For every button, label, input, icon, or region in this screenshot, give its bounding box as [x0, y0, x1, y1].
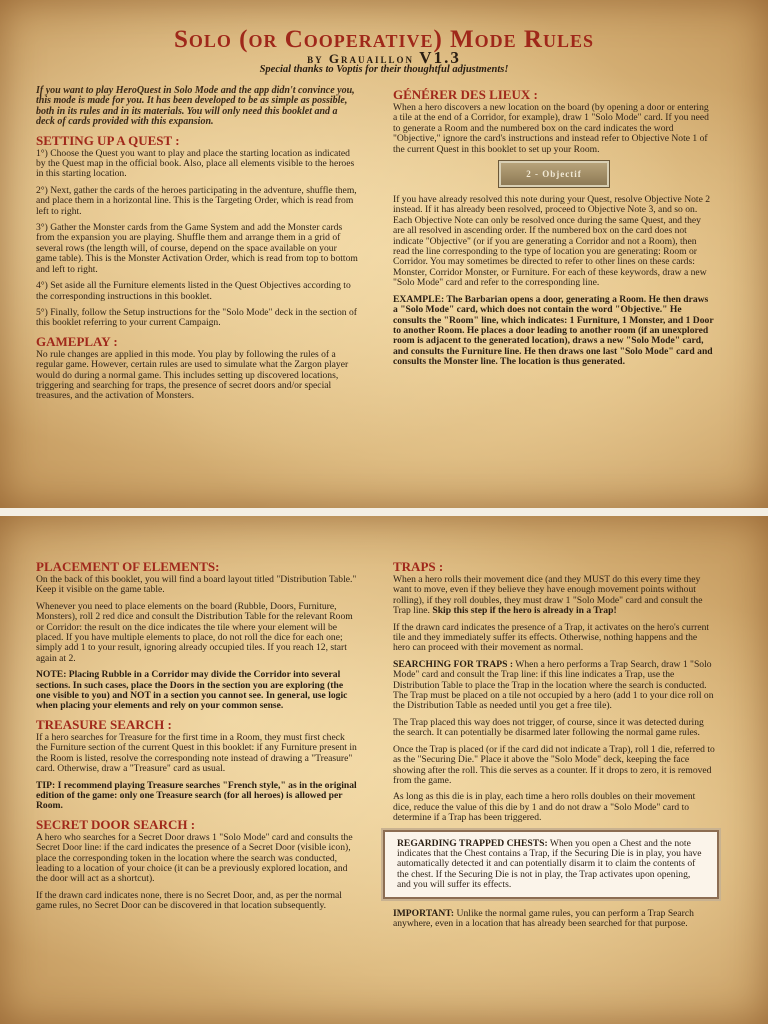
secret-door-paragraph-1: A hero who searches for a Secret Door draws 1 "Solo Mode" card and consults the Secret Door line: if the card indicates the presence of a Secret Door (visible icon), place the corresponding token in the location where the search was conducted, leading to a location of your choice (it can be a previously explored location, and the door will act as a shortcut). — [36, 831, 353, 885]
trapped-chests-text: When you open a Chest and the note indicates that the Chest contains a Trap, if the Securing Die is in play, you have automatically detected it and can potentially disarm it to claim the contents of the chest. If the Securing Die is not in play, the Trap activates upon opening, and you will suffer its effects. — [397, 837, 702, 891]
gameplay-paragraph: No rule changes are applied in this mode. You play by following the rules of a regular game. However, certain rules are used to simulate what the Zargon player would do during a normal game. This includes setting up discovered locations, triggering and searching for traps, the presence of secret doors and/or special treasures, and the activation of Monsters. — [36, 348, 349, 402]
objective-card-badge: 2 - Objectif — [499, 161, 609, 187]
generer-heading: GÉNÉRER DES LIEUX : — [393, 87, 538, 102]
author-name: by Grauaillon — [307, 51, 415, 66]
page-separator — [0, 508, 768, 516]
treasure-tip: TIP: I recommend playing Treasure searches "French style," as in the original edition of the game: only one Treasure search (for all heroes) is allowed per Room. — [36, 779, 357, 812]
page-title: Solo (or Cooperative) Mode Rules — [174, 26, 594, 53]
trapped-chests-box — [383, 830, 719, 899]
secret-door-paragraph-2: If the drawn card indicates none, there is no Secret Door, and, as per the normal game rules, no Secret Door can be discovered in that location subsequently. — [36, 889, 342, 912]
treasure-heading: TREASURE SEARCH : — [36, 716, 172, 732]
thanks-line: Special thanks to Voptis for their thoughtful adjustments! — [259, 64, 509, 75]
setup-step-2: 2°) Next, gather the cards of the heroes participating in the adventure, shuffle them, and place them in a horizontal line. This is the Targeting Order, which is read from left to right. — [36, 184, 357, 217]
generer-paragraph-2: If you have already resolved this note during your Quest, resolve Objective Note 2 instead. If it has already been resolved, proceed to Objective Note 3, and so on. Each Objective Note can only be resolved once during the same Quest, and they are all resolved in ascending order. If the numbered box on the card does not indicate "Objective" (or if you are generating a Corridor and not a Room), then read the line corresponding to the type of location you are generating: Room or Corridor. You may sometimes be directed to refer to other lines on these cards: Monster, Corridor Monster, or Furniture. For each of these keywords, draw a new "Solo Mode" card and refer to the corresponding line. — [393, 194, 711, 289]
traps-paragraph-1-text: When a hero rolls their movement dice (and they MUST do this every time they want to move, even if they believe they have enough movement points without rolling), if they roll doubles, they must draw 1 "Solo Mode" card and consult the Trap line. — [393, 574, 703, 617]
gameplay-heading: GAMEPLAY : — [36, 333, 118, 349]
booklet-page-2 — [0, 516, 768, 1024]
trap-search-paragraph — [393, 660, 715, 712]
traps-heading: TRAPS : — [393, 559, 444, 574]
booklet-page-1 — [0, 0, 768, 508]
setup-heading: SETTING UP A QUEST : — [36, 132, 180, 148]
trapped-chests-label: REGARDING TRAPPED CHESTS: — [397, 837, 548, 849]
setup-step-5: 5°) Finally, follow the Setup instructions for the "Solo Mode" deck in the section of this booklet referring to your current Campaign. — [36, 306, 357, 329]
version-label: V1.3 — [419, 48, 461, 67]
traps-paragraph-5: As long as this die is in play, each time a hero rolls doubles on their movement dice, reduce the value of this die by 1 and do not draw a "Solo Mode" card to determine if a Trap has been triggered. — [393, 791, 696, 824]
generer-paragraph-1: When a hero discovers a new location on the board (by opening a door or entering a tile at the end of a Corridor, for example), draw 1 "Solo Mode" card. If you need to generate a Room and the numbered box on the card indicates the word "Objective," ignore the card's instructions and instead refer to Objective Note 1 of the current Quest in this booklet to set up your Room. — [393, 102, 709, 155]
setup-step-1: 1°) Choose the Quest you want to play and place the starting location as indicated by the Quest map in the official book. Also, place all elements visible to the heroes in this starting location. — [36, 147, 355, 180]
secret-door-heading: SECRET DOOR SEARCH : — [36, 816, 196, 832]
trap-search-label: SEARCHING FOR TRAPS : — [393, 658, 514, 670]
traps-paragraph-3: The Trap placed this way does not trigger, of course, since it was detected during the search. It can potentially be disarmed later following the normal game rules. — [393, 716, 704, 739]
example-paragraph: EXAMPLE: The Barbarian opens a door, generating a Room. He then draws a "Solo Mode" card, which does not contain the word "Objective." He consults the "Room" line, which indicates: 1 Furniture, 1 Monster, and 1 Door to another Room. He places a door leading to another room (if an unexplored room is adjacent to the generated location), draws a new "Solo Mode" card, and consults the Furniture line. He then draws one last "Solo Mode" card and consults the Monster line. The location is thus generated. — [393, 293, 714, 368]
important-text: Unlike the normal game rules, you can perform a Trap Search anywhere, even in a location that has already been searched for that purpose. — [393, 907, 694, 929]
traps-paragraph-2: If the drawn card indicates the presence of a Trap, it activates on the hero's current tile and they immediately suffer its effects. Otherwise, nothing happens and the hero can proceed with their movement as normal. — [393, 621, 710, 654]
setup-step-3: 3°) Gather the Monster cards from the Game System and add the Monster cards from the expansion you are playing. Shuffle them and arrange them in a grid of several rows (the length will, of course, depend on the space available on your game table). This is the Monster Activation Order, which is read from top to bottom and left to right. — [36, 222, 358, 275]
placement-paragraph-1: On the back of this booklet, you will find a board layout titled "Distribution Table." Keep it visible on the game table. — [36, 574, 357, 596]
intro-paragraph: If you want to play HeroQuest in Solo Mode and the app didn't convince you, this mode is made for you. It has been developed to be as simple as possible, both in its rules and in its materials. You will only need this booklet and a deck of cards provided with this expansion. — [36, 85, 355, 128]
left-column-p2 — [36, 558, 358, 918]
right-column-p1 — [393, 86, 715, 374]
traps-skip-note: Skip this step if the hero is already in a Trap! — [432, 605, 617, 617]
trap-search-text: When a hero performs a Trap Search, draw 1 "Solo Mode" card and consult the Trap line: if this line indicates a Trap, use the Distribution Table to place the Trap in the location where the search is conducted. The Trap must be placed on a tile not occupied by a hero (add 1 to your dice roll on the Distribution Table as needed until you get a free tile). — [393, 658, 714, 712]
placement-note: NOTE: Placing Rubble in a Corridor may divide the Corridor into several sections. In such cases, place the Doors in the section you are exploring (the one visible to you) and NOT in a section you cannot see. In general, use logic when placing your elements and rely on your common sense. — [36, 669, 348, 712]
setup-step-4: 4°) Set aside all the Furniture elements listed in the Quest Objectives according to the corresponding instructions in this booklet. — [36, 280, 351, 302]
important-label: IMPORTANT: — [393, 907, 455, 919]
treasure-paragraph: If a hero searches for Treasure for the first time in a Room, they must first check the Furniture section of the current Quest in this booklet: if any Furniture present in the Room is listed, resolve the corresponding note instead of drawing a "Treasure" card. Otherwise, draw a "Treasure" card as usual. — [36, 731, 357, 775]
right-column-p2 — [393, 558, 715, 935]
placement-heading: PLACEMENT OF ELEMENTS: — [36, 559, 220, 574]
left-column-p1 — [36, 86, 358, 408]
traps-paragraph-4: Once the Trap is placed (or if the card did not indicate a Trap), roll 1 die, referred to as the "Securing Die." Place it above the "Solo Mode" deck, keeping the face showing after the roll. This die serves as a counter. If it drops to zero, it is removed from the game. — [393, 743, 715, 786]
traps-paragraph-1 — [393, 575, 715, 617]
important-paragraph — [393, 909, 715, 930]
placement-paragraph-2: Whenever you need to place elements on the board (Rubble, Doors, Furniture, Monsters), roll 2 red dice and consult the Distribution Table for the relevant Room or Corridor: the result on the dice indicates the tile where your element will be placed. If you have multiple elements to place, do not roll the dice for each one; simply add 1 to your result, ignoring already occupied tiles. If you reach 12, start again at 2. — [36, 600, 353, 664]
